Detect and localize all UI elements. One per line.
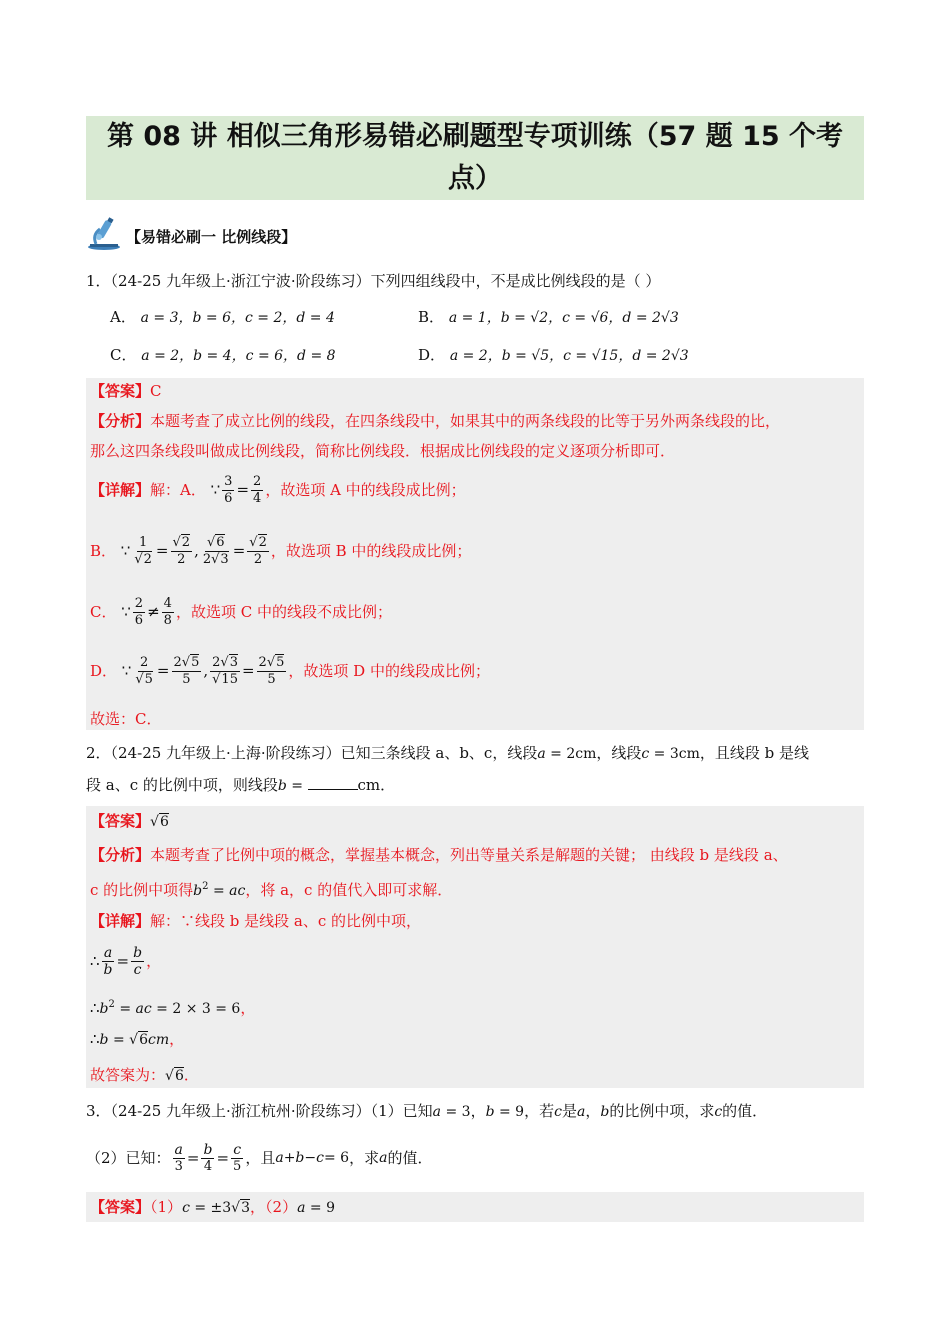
q2-solution-box xyxy=(86,806,864,1088)
q2-detail-line-2: ∴ $\frac{a}{b}$ = $\frac{b}{c}$ ， xyxy=(90,944,162,978)
q1-detail-b-math: ∵ $\frac{1}{√2}$ = $\frac{√2}{2}$ , $\frac{√6}{2√3}$ = $\frac{√2}{2}$ xyxy=(116,534,267,567)
q2-analysis-line-1: 【分析】本题考查了比例中项的概念，掌握基本概念，列出等量关系是解题的关键； 由线段 b 是线段 a、 xyxy=(90,846,788,864)
document-title xyxy=(86,116,864,200)
q2-analysis-line-2: c 的比例中项得$b^2$ = ac，将 a，c 的值代入即可求解． xyxy=(90,881,453,899)
question-2-stem-line-2: 段 a、c 的比例中项，则线段b = cm． xyxy=(86,776,396,794)
q1-detail-c-math: ∵ $\frac{2}{6}$ ≠ $\frac{4}{8}$ xyxy=(116,595,172,628)
q1-analysis-line-2: 那么这四条线段叫做成比例线段，简称比例线段．根据成比例线段的定义逐项分析即可． xyxy=(90,442,676,460)
q1-detail-a-math: ∵ $\frac{3}{6}$ = $\frac{2}{4}$ xyxy=(205,473,262,506)
q2-answer-blank[interactable] xyxy=(308,775,358,790)
q2-a-value: a xyxy=(537,746,546,762)
title-line-2: 点） xyxy=(448,163,502,194)
q1-option-c-math: a = 2，b = 4，c = 6，d = 8 xyxy=(141,348,336,364)
question-3-stem-line-2: （2）已知： $\frac{a}{3}$ = $\frac{b}{4}$ = $\frac{c}{5}$ ，且 a + b − c = 6 ，求 a 的值． xyxy=(86,1141,433,1174)
q1-detail-c: C． ∵ $\frac{2}{6}$ ≠ $\frac{4}{8}$ ，故选项 C 中的线段不成比例； xyxy=(90,595,392,628)
q1-answer: 【答案】C xyxy=(90,382,162,400)
section-heading xyxy=(86,218,296,254)
q2-detail-line-1: 【详解】解：∵线段 b 是线段 a、c 的比例中项， xyxy=(90,912,422,930)
q2-conclusion: 故答案为：√6． xyxy=(90,1066,199,1084)
section-label: 【易错必刷一 比例线段】 xyxy=(126,227,297,246)
q1-solution-box xyxy=(86,378,864,730)
microscope-icon xyxy=(86,217,122,255)
question-3-stem-line-1: 3．（24-25 九年级上·浙江杭州·阶段练习）（1）已知a = 3，b = 9，若c是a，b的比例中项，求c的值． xyxy=(86,1102,768,1120)
question-2-stem-line-1: 2．（24-25 九年级上·上海·阶段练习）已知三条线段 a、b、c，线段a = 2cm，线段c = 3cm，且线段 b 是线 xyxy=(86,744,809,762)
question-1-stem: 1．（24-25 九年级上·浙江宁波·阶段练习）下列四组线段中，不是成比例线段的是（ ） xyxy=(86,272,661,290)
q2-answer: 【答案】√6 xyxy=(90,812,169,830)
q2-detail-line-4: ∴b = √6cm， xyxy=(90,1030,185,1048)
q1-detail-a: 【详解】 解：A． ∵ $\frac{3}{6}$ = $\frac{2}{4}$ ，故选项 A 中的线段成比例； xyxy=(90,473,466,506)
q1-option-a-math: a = 3，b = 6，c = 2，d = 4 xyxy=(140,310,335,326)
q1-option-c: C． a = 2，b = 4，c = 6，d = 8 xyxy=(110,346,336,364)
q2-detail-line-3: $\therefore b^2$ = ac = 2 × 3 = 6， xyxy=(90,999,256,1017)
q1-analysis-line-1: 【分析】本题考查了成立比例的线段，在四条线段中，如果其中的两条线段的比等于另外两条线段的比， xyxy=(90,412,781,430)
q3-answer: 【答案】（1）c = ±3√3，（2）a = 9 xyxy=(90,1198,335,1216)
q1-option-d: D． a = 2，b = √5，c = √15，d = 2√3 xyxy=(418,346,689,364)
q1-option-b-math: a = 1，b = √2，c = √6，d = 2√3 xyxy=(448,310,679,326)
q1-option-b: B． a = 1，b = √2，c = √6，d = 2√3 xyxy=(418,308,679,326)
q1-detail-d-math: ∵ $\frac{2}{√5}$ = $\frac{2√5}{5}$ , $\frac{2√3}{√15}$ = $\frac{2√5}{5}$ xyxy=(117,654,285,687)
q1-detail-b: B． ∵ $\frac{1}{√2}$ = $\frac{√2}{2}$ , $\frac{√6}{2√3}$ = $\frac{√2}{2}$ ，故选项 B 中的线段成比例； xyxy=(90,534,472,567)
q1-conclusion: 故选：C． xyxy=(90,710,162,728)
q1-option-a: A． a = 3，b = 6，c = 2，d = 4 xyxy=(110,308,335,326)
title-line-1: 第 08 讲 相似三角形易错必刷题型专项训练（57 题 15 个考 xyxy=(106,121,844,152)
q1-detail-d: D． ∵ $\frac{2}{√5}$ = $\frac{2√5}{5}$ , $\frac{2√3}{√15}$ = $\frac{2√5}{5}$ ，故选项 D 中的线段成比例； xyxy=(90,654,490,687)
q1-option-d-math: a = 2，b = √5，c = √15，d = 2√3 xyxy=(449,348,689,364)
q3-solution-box xyxy=(86,1192,864,1222)
